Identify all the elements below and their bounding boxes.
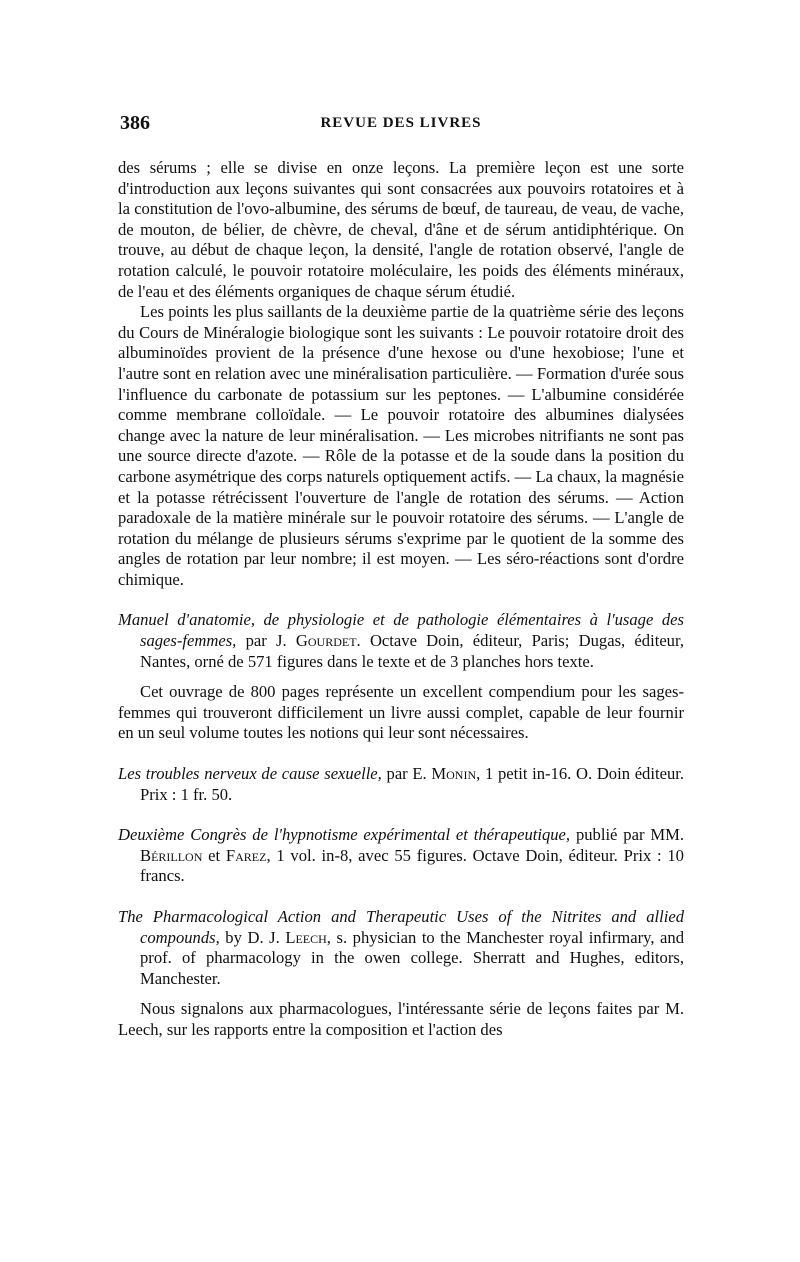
- entry-by: by D. J.: [219, 927, 286, 947]
- page-number: 386: [120, 112, 150, 134]
- book-title: Deuxième Congrès de l'hypnotisme expérimental et thérapeutique,: [118, 825, 571, 845]
- bibliography-entry: [118, 610, 684, 672]
- book-title: The Pharmacological Action and Therapeutic Uses of the Nitrites and allied compounds,: [118, 907, 684, 947]
- entry-details: , s. physician to the Manchester royal infirmary, and prof. of pharmacology in the owen college. Sherratt and Hughes, editors, Manchester.: [140, 927, 684, 988]
- author-name: Farez: [225, 845, 267, 865]
- entry-by: par J.: [236, 631, 296, 651]
- page-header: [120, 112, 682, 136]
- entry-by: par E.: [381, 764, 432, 784]
- page-body: [118, 158, 684, 1041]
- entry-by: publié par MM.: [570, 825, 684, 845]
- entry-details: , 1 petit in-16. O. Doin éditeur. Prix : 1 fr. 50.: [140, 764, 684, 804]
- author-name: Leech: [285, 927, 327, 947]
- entry-conjunction: et: [202, 845, 226, 865]
- paragraph: des sérums ; elle se divise en onze leçons. La première leçon est une sorte d'introduction aux leçons suivantes qui sont consacrées aux pouvoirs rotatoires et à la constitution de l'ovo-albumine, des sérums de bœuf, de taureau, de veau, de vache, de mouton, de bélier, de chèvre, de cheval, d'âne et de sérum antidiphtérique. On trouve, au début de chaque leçon, la densité, l'angle de rotation observé, l'angle de rotation calculé, le pouvoir rotatoire moléculaire, les poids des éléments minéraux, de l'eau et des éléments organiques de chaque sérum étudié.: [118, 158, 684, 301]
- book-title: Les troubles nerveux de cause sexuelle,: [118, 764, 382, 784]
- review-paragraph: Nous signalons aux pharmacologues, l'intéressante série de leçons faites par M. Leech, sur les rapports entre la composition et l'action des: [118, 999, 684, 1039]
- author-name: Monin: [431, 764, 477, 784]
- bibliography-entry: [118, 825, 684, 887]
- review-paragraph: Cet ouvrage de 800 pages représente un excellent compendium pour les sages-femmes qui trouveront difficilement un livre aussi complet, capable de leur fournir en un seul volume toutes les notions qui leur sont nécessaires.: [118, 682, 684, 743]
- entry-details: , 1 vol. in-8, avec 55 figures. Octave Doin, éditeur. Prix : 10 francs.: [140, 845, 684, 886]
- author-name: Gourdet: [295, 631, 357, 651]
- entry-details: . Octave Doin, éditeur, Paris; Dugas, éditeur, Nantes, orné de 571 figures dans le texte et de 3 planches hors texte.: [140, 631, 684, 671]
- author-name: Bérillon: [140, 845, 203, 865]
- bibliography-entry: [118, 764, 684, 805]
- running-title: REVUE DES LIVRES: [320, 115, 482, 131]
- bibliography-entry: [118, 907, 684, 989]
- book-title: Manuel d'anatomie, de physiologie et de pathologie élémentaires à l'usage des sages-femmes,: [118, 610, 684, 651]
- paragraph: Les points les plus saillants de la deuxième partie de la quatrième série des leçons du Cours de Minéralogie biologique sont les suivants : Le pouvoir rotatoire droit des albuminoïdes provient de la présence d'une hexose ou d'une hexobiose; l'une et l'autre sont en relation avec une minéralisation particulière. — Formation d'urée sous l'influence du carbonate de potassium sur les peptones. — L'albumine considérée comme membrane colloïdale. — Le pouvoir rotatoire des albumines dialysées change avec la nature de leur minéralisation. — Les microbes nitrifiants ne sont pas une source directe d'azote. — Rôle de la potasse et de la soude dans la position du carbone asymétrique des corps naturels optiquement actifs. — La chaux, la magnésie et la potasse rétrécissent l'ouverture de l'angle de rotation des sérums. — Action paradoxale de la matière minérale sur le pouvoir rotatoire des sérums. — L'angle de rotation du mélange de plusieurs sérums s'exprime par le quotient de la somme des angles de rotation par leur nombre; il est moyen. — Les séro-réactions sont d'ordre chimique.: [118, 302, 684, 589]
